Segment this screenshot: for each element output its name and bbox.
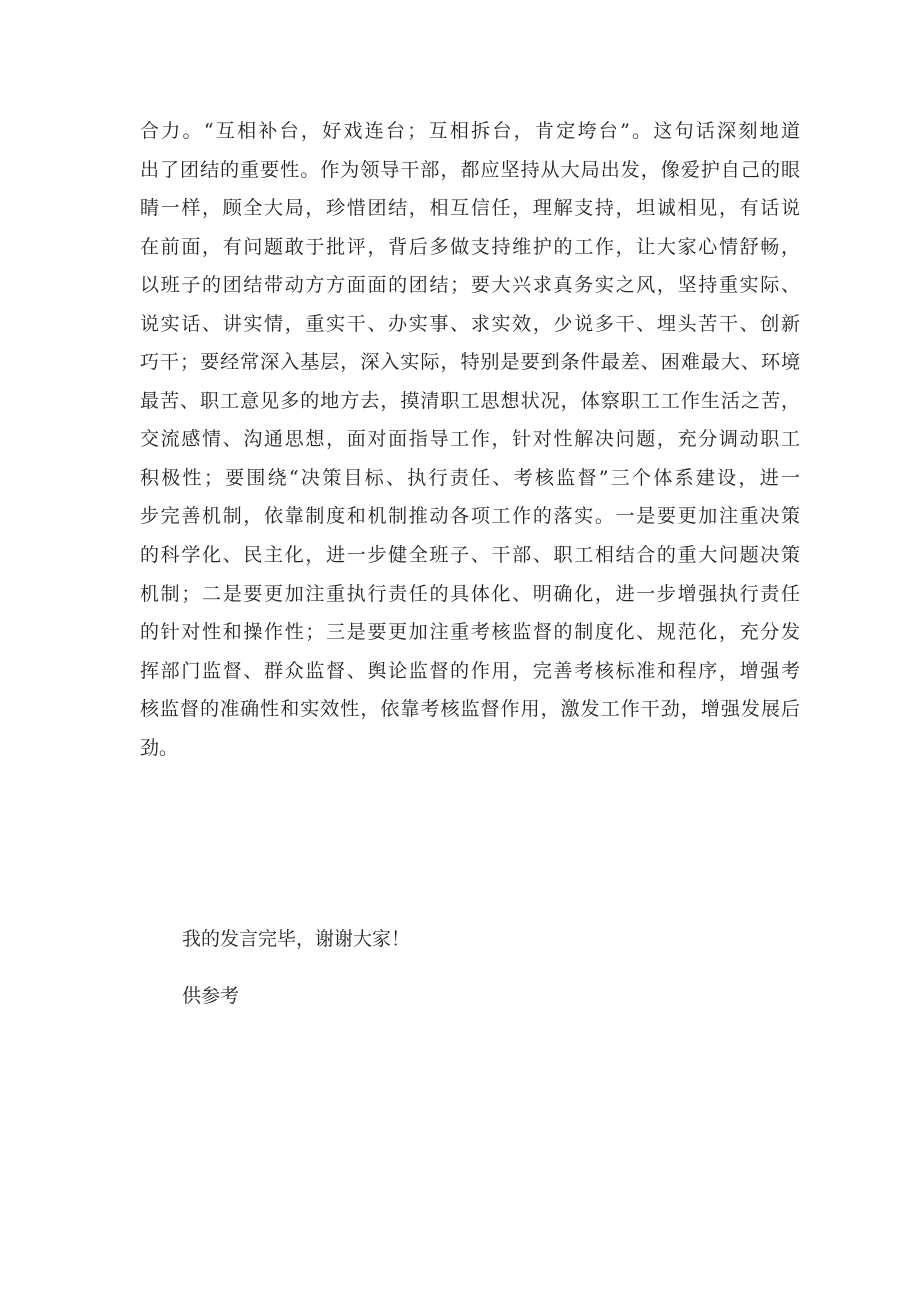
paragraph-line: 说实话、讲实情，重实干、办实事、求实效，少说多干、埋头苦干、创新 [140, 312, 800, 335]
paragraph-line: 在前面，有问题敢于批评，背后多做支持维护的工作，让大家心情舒畅， [140, 235, 800, 258]
speech-paragraph [140, 112, 800, 767]
paragraph-line: 合力。“互相补台，好戏连台；互相拆台，肯定垮台”。这句话深刻地道 [140, 120, 800, 142]
paragraph-line: 核监督的准确性和实效性，依靠考核监督作用，激发工作干劲，增强发展后 [140, 698, 800, 721]
paragraph-line: 步完善机制，依靠制度和机制推动各项工作的落实。一是要更加注重决策 [140, 505, 800, 528]
paragraph-line: 出了团结的重要性。作为领导干部，都应坚持从大局出发，像爱护自己的眼 [140, 158, 800, 181]
paragraph-line: 的针对性和操作性；三是要更加注重考核监督的制度化、规范化，充分发 [140, 621, 800, 644]
paragraph-line: 最苦、职工意见多的地方去，摸清职工思想状况，体察职工工作生活之苦， [140, 389, 800, 412]
paragraph-line: 挥部门监督、群众监督、舆论监督的作用，完善考核标准和程序，增强考 [140, 659, 800, 682]
paragraph-line: 巧干；要经常深入基层，深入实际，特别是要到条件最差、困难最大、环境 [140, 351, 800, 374]
paragraph-line: 的科学化、民主化，进一步健全班子、干部、职工相结合的重大问题决策 [140, 544, 800, 567]
reference-note: 供参考 [182, 985, 240, 1007]
closing-remark: 我的发言完毕，谢谢大家！ [182, 928, 411, 950]
paragraph-line: 睛一样，顾全大局，珍惜团结，相互信任，理解支持，坦诚相见，有话说 [140, 197, 800, 220]
paragraph-line: 劲。 [140, 736, 179, 759]
paragraph-line: 以班子的团结带动方方面面的团结；要大兴求真务实之风，坚持重实际、 [140, 274, 800, 297]
paragraph-line: 机制；二是要更加注重执行责任的具体化、明确化，进一步增强执行责任 [140, 582, 800, 605]
paragraph-line: 交流感情、沟通思想，面对面指导工作，针对性解决问题，充分调动职工 [140, 428, 800, 451]
paragraph-line: 积极性；要围绕“决策目标、执行责任、考核监督”三个体系建设，进一 [140, 466, 800, 489]
